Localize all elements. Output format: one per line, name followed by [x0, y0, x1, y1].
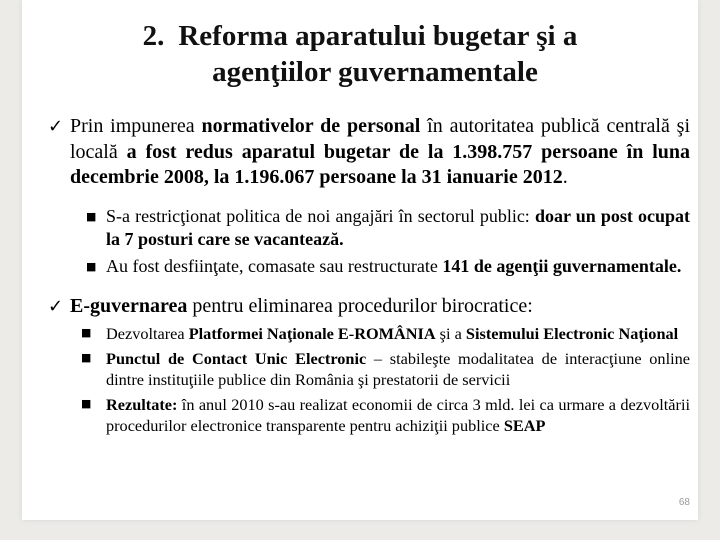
- sub-point-contact: ■ Punctul de Contact Unic Electronic – stabileşte modalitatea de interacţiune online dintre instituţiile publice din România şi prestatorii de servicii: [81, 348, 690, 389]
- title-line-2: agenţiilor guvernamentale: [212, 56, 538, 88]
- sub-point-agencies: ■ Au fost desfiinţate, comasate sau restructurate 141 de agenţii guvernamentale.: [86, 255, 682, 276]
- sub-point-hiring-restriction: ■ S-a restricţionat politica de noi angajări în sectorul public: doar un post ocupat la 7 posturi care se vacantează.: [86, 205, 690, 249]
- check-icon: ✓: [48, 116, 64, 137]
- title-line-1: 2. Reforma aparatului bugetar şi a: [142, 20, 578, 52]
- square-bullet-icon: ■: [81, 350, 92, 364]
- square-bullet-icon: ■: [81, 325, 92, 339]
- square-bullet-icon: ■: [86, 209, 97, 223]
- square-bullet-icon: ■: [86, 259, 97, 273]
- point-e-governance: ✓ E-guvernarea pentru eliminarea procedurilor birocratice:: [48, 294, 533, 317]
- check-icon: ✓: [48, 295, 64, 317]
- slide: [22, 0, 698, 520]
- point-personnel-reduction: ✓ Prin impunerea normativelor de personal în autoritatea publică centrală şi locală a fost redus aparatul bugetar de la 1.398.757 persoane în luna decembrie 2008, la 1.196.067 persoane la 31 ianuarie 2012.: [48, 115, 691, 188]
- page-number: 68: [678, 497, 690, 508]
- slide-title: [22, 18, 698, 90]
- title-number: 2.: [142, 20, 165, 52]
- slide-content: [50, 114, 690, 436]
- sub-point-platform: ■ Dezvoltarea Platformei Naţionale E-ROMÂNIA şi a Sistemului Electronic Naţional: [81, 323, 679, 343]
- square-bullet-icon: ■: [81, 396, 92, 410]
- sub-point-results: ■ Rezultate: în anul 2010 s-au realizat economii de circa 3 mld. lei ca urmare a dezvoltării procedurilor electronice transparente pentru achiziţii publice SEAP: [81, 394, 690, 435]
